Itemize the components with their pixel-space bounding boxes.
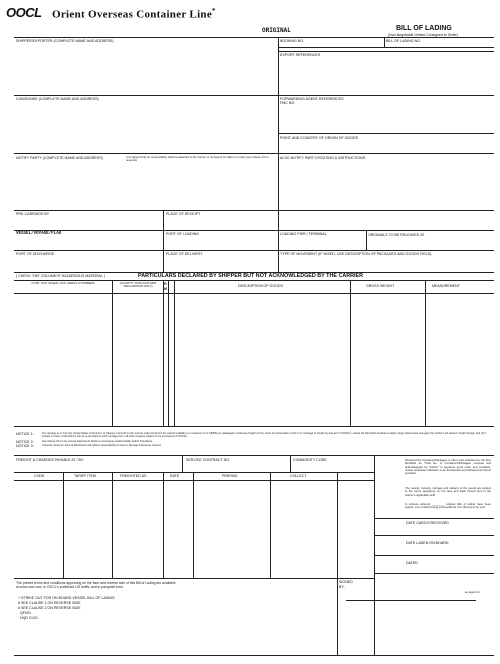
point-of-origin-label: POINT AND COUNTRY OF ORIGIN OF GOODS [280, 136, 359, 140]
company-name [52, 7, 216, 21]
originals-field[interactable] [367, 238, 493, 249]
original-stamp: ORIGINAL [262, 27, 291, 34]
notify-party-note: (It is agreed that no responsibility shall be attached to the Carrier or its Agents for failure to notify (see Clause 13 on reverse)) [126, 155, 269, 163]
notify-party-label: NOTIFY PARTY (COMPLETE NAME AND ADDRESS) [16, 156, 103, 160]
as-agent-for: as agent for [465, 590, 480, 594]
received-text-2: The receipt, custody, carriage and delivery of the goods are subject to the terms appearing on the face and back hereof and to the Carrier's applicable tariff. [405, 486, 491, 497]
originals-label: ORIGINALS TO BE RELEASED AT [368, 233, 425, 237]
consignee-field[interactable] [15, 102, 277, 152]
commodity-code-field[interactable] [291, 463, 373, 471]
date-laden-label: DATE LADEN ON BOARD [406, 541, 449, 545]
date-cargo-received-label: DATE CARGO RECEIVED [406, 521, 449, 525]
hazard-check-note: ( CHECK "HM" COLUMN IF HAZARDOUS MATERIAL ) [16, 274, 106, 278]
export-references-field[interactable] [279, 58, 493, 94]
pre-carriage-field[interactable] [15, 217, 162, 229]
col-measurement-header: MEASUREMENT [432, 284, 460, 288]
also-notify-field[interactable] [279, 161, 493, 209]
export-references-label: EXPORT REFERENCES [280, 53, 321, 57]
col-marks-header: CNTR. NOS. W/SEAL NOS. MARKS & NUMBERS [31, 281, 95, 285]
dated-label: DATED [406, 561, 418, 565]
consignee-label: CONSIGNEE (COMPLETE NAME AND ADDRESS) [16, 97, 99, 101]
col-h-header: H [164, 282, 167, 286]
loading-pier-field[interactable] [279, 238, 365, 249]
port-of-loading-label: PORT OF LOADING [166, 232, 200, 236]
point-of-origin-field[interactable] [279, 141, 493, 152]
hazardous-checkbox[interactable] [164, 294, 168, 425]
place-of-delivery-label: PLACE OF DELIVERY [166, 252, 203, 256]
marks-field[interactable] [15, 294, 111, 425]
notify-party-field[interactable] [15, 166, 277, 209]
col-quantity-header: QUANTITY (FOR CUSTOMS DECLARATION ONLY) [119, 281, 157, 289]
col-gross-weight-header: GROSS WEIGHT [366, 284, 395, 288]
bl-no-label: BILL OF LADING NO. [386, 39, 422, 43]
place-of-receipt-label: PLACE OF RECEIPT [166, 212, 201, 216]
date-laden-field[interactable] [375, 546, 493, 554]
port-of-discharge-field[interactable] [15, 257, 162, 271]
port-of-discharge-label: PORT OF DISCHARGE [16, 252, 55, 256]
clause-2-note: # SEE CLAUSE 2 ON REVERSE SIDE [18, 606, 81, 610]
form-number: QF001 [20, 611, 31, 615]
dated-field[interactable] [375, 566, 493, 572]
signed-by-label: BY: [339, 585, 345, 589]
freight-col-rate: RATE [170, 474, 180, 478]
freight-freighted-as-field[interactable] [113, 481, 162, 577]
document-subtitle: (Non-Negotiable Unless Consigned to Order) [388, 33, 458, 37]
clause-1-note: # SEE CLAUSE 1 ON REVERSE SIDE [18, 601, 81, 605]
logo-text: OOCL [6, 5, 42, 20]
shipper-label: SHIPPER/EXPORTER (COMPLETE NAME AND ADDRESS) [16, 39, 114, 43]
freight-collect-field[interactable] [271, 481, 336, 577]
document-title: BILL OF LADING [396, 25, 452, 32]
freight-rate-field[interactable] [164, 481, 192, 577]
service-contract-field[interactable] [183, 463, 289, 471]
date-cargo-received-field[interactable] [375, 526, 493, 534]
notice-2-label: NOTICE 2: [16, 440, 34, 444]
type-of-movement-label: TYPE OF MOVEMENT (IF MIXED, USE DESCRIPTION OF PACKAGES AND GOODS FIELD) [280, 252, 432, 256]
signature-field[interactable] [346, 582, 476, 599]
freight-col-tariff-item: TARIFF ITEM [74, 474, 96, 478]
service-contract-label: SERVICE CONTRACT NO. [186, 458, 230, 462]
notice-3-label: NOTICE 3: [16, 444, 34, 448]
freight-col-prepaid: PREPAID [222, 474, 238, 478]
gross-weight-field[interactable] [351, 294, 424, 425]
col-m-header: M [164, 287, 167, 291]
type-of-movement-field[interactable] [279, 257, 493, 271]
freight-payable-field[interactable] [15, 463, 181, 471]
measurement-field[interactable] [426, 294, 493, 425]
notice-1-label: NOTICE 1: [16, 432, 34, 436]
freight-col-collect: COLLECT [290, 474, 307, 478]
notice-1-text: For carriage to or from the United States of America: (i) Clauses 4 and 23 on the reverse side hereof limit the Carrier's liability to a maximum of U.S.$500 per package/or customary freight unit by virtue of incorporation of the U.S. Carriage of Goods by Sea Act ("COGSA"), unless the Merchant declares a higher cargo value below and pays the Carrier's ad valorem freight charge; and (ii) if carried on deck or Merchant's risk as is permitted in each carriage but in all other respects subject to the provisions of COGSA. [42, 432, 486, 438]
quantity-field[interactable] [113, 294, 162, 425]
company-name-text: Orient Overseas Container Line [52, 8, 213, 21]
forwarding-agent-field[interactable] [279, 106, 493, 132]
oocl-logo [6, 5, 50, 19]
trademark-mark: * [212, 7, 216, 15]
freight-prepaid-field[interactable] [194, 481, 269, 577]
strike-out-note: + STRIKE OUT FOR ON BOARD VESSEL BILL OF LADING [18, 596, 115, 600]
commodity-code-label: COMMODITY CODE [293, 458, 327, 462]
freight-tariff-field[interactable] [64, 481, 111, 577]
forwarding-agent-label: FORWARDING AGENT-REFERENCES [280, 97, 344, 101]
place-of-receipt-field[interactable] [164, 217, 277, 229]
vessel-label: VESSEL/VOYAGE/FLAG [16, 232, 62, 236]
booking-no-field[interactable] [279, 43, 383, 47]
notice-3-text: If Goods carried on deck at Merchant's risk without responsibility for loss or damage howsoever caused. [42, 444, 162, 447]
fmc-no-label: FMC NO. [280, 101, 296, 105]
shipper-field[interactable] [15, 44, 277, 94]
received-text: Received the Container/Packages or other units indicated on the face identified as "Total No. of Containers/Packages received and acknowledged by Carrier" in apparent good order and condition, unless otherwise indicated, to be transported and delivered as herein provided. [405, 458, 491, 476]
description-field[interactable] [175, 294, 349, 425]
freight-col-freighted-as: FREIGHTED AS [120, 474, 147, 478]
terms-text: The printed terms and conditions appearing on the face and reverse side of this Bill of Lading are available at www.oocl.com, in OOCL's published US tariffs, and in pamphlet form. [16, 581, 176, 589]
also-notify-label: ALSO NOTIFY PARTY-ROUTING & INSTRUCTIONS [280, 156, 366, 160]
vessel-field[interactable] [15, 238, 162, 249]
port-of-loading-field[interactable] [164, 238, 277, 249]
freight-code-field[interactable] [15, 481, 62, 577]
loading-pier-label: LOADING PIER / TERMINAL [280, 232, 327, 236]
freight-payable-label: FREIGHT & CHARGES PAYABLE AT / BY: [16, 458, 85, 462]
form-date-code: HQD 01/01 [20, 616, 38, 620]
place-of-delivery-field[interactable] [164, 257, 277, 271]
freight-col-code: CODE [34, 474, 45, 478]
booking-no-label: BOOKING NO. [280, 39, 305, 43]
notice-2-text: See Clause 29 on the reverse side hereof. Notice to Consignee and/or Holder and/or Transferee. [42, 440, 154, 443]
particulars-title: PARTICULARS DECLARED BY SHIPPER BUT NOT ACKNOWLEDGED BY THE CARRIER [138, 273, 364, 279]
received-text-3: In witness whereof ________ original bills of lading have been signed, one of which being accomplished, the other(s) to be void. [405, 502, 491, 510]
bl-no-field[interactable] [385, 43, 493, 47]
col-description-header: DESCRIPTION OF GOODS [238, 284, 283, 288]
pre-carriage-label: PRE-CARRIAGE BY [16, 212, 50, 216]
signed-label: SIGNED [339, 580, 353, 584]
